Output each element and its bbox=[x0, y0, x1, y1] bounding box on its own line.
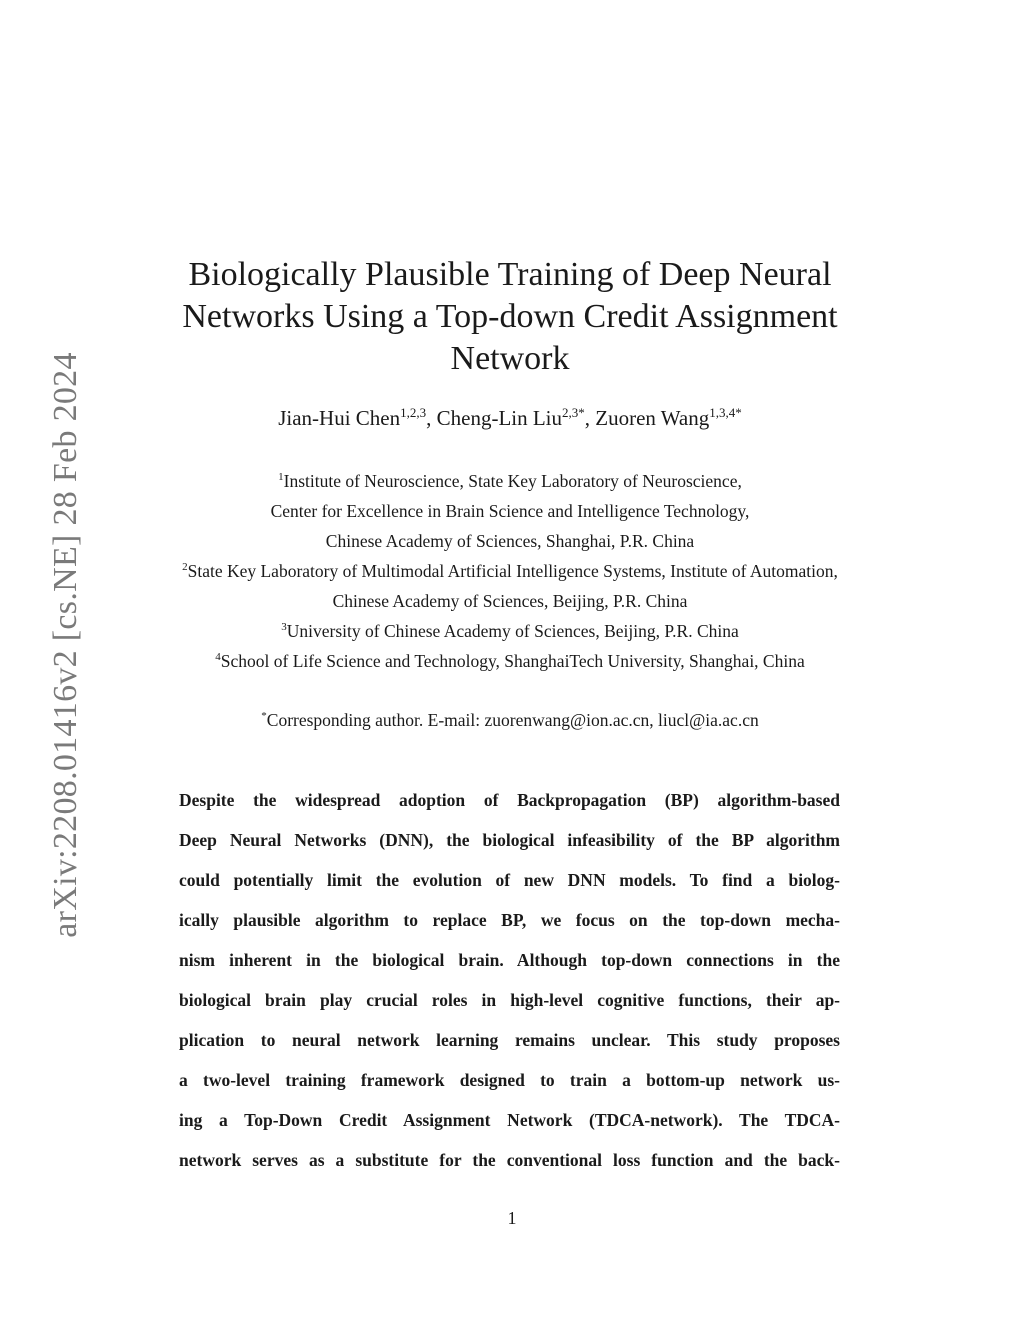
affiliation-text: Chinese Academy of Sciences, Shanghai, P.R. China bbox=[325, 531, 695, 551]
affiliation-line bbox=[60, 646, 960, 676]
author-affiliation-marker: 1,2,3 bbox=[400, 405, 427, 420]
abstract-line: Deep Neural Networks (DNN), the biological infeasibility of the BP algorithm bbox=[179, 830, 840, 850]
corresponding-text: Corresponding author. E-mail: zuorenwang@ion.ac.cn, liucl@ia.ac.cn bbox=[266, 710, 759, 730]
affiliation-text: University of Chinese Academy of Sciences, Beijing, P.R. China bbox=[286, 621, 739, 641]
page-number: 1 bbox=[507, 1208, 517, 1228]
author-affiliation-marker: 2,3* bbox=[562, 405, 585, 420]
abstract-line: network serves as a substitute for the conventional loss function and the back- bbox=[179, 1150, 840, 1170]
affiliation-line bbox=[60, 556, 960, 586]
affiliation-line bbox=[60, 496, 960, 526]
affiliation-marker: 1 bbox=[278, 471, 284, 483]
affiliation-text: Center for Excellence in Brain Science and Intelligence Technology, bbox=[270, 501, 750, 521]
author-separator: , bbox=[584, 406, 596, 430]
abstract-line: ing a Top-Down Credit Assignment Network (TDCA-network). The TDCA- bbox=[179, 1110, 840, 1130]
abstract-line: ically plausible algorithm to replace BP, we focus on the top-down mecha- bbox=[179, 910, 840, 930]
abstract-line: Despite the widespread adoption of Backpropagation (BP) algorithm-based bbox=[179, 790, 840, 810]
affiliation-marker: 4 bbox=[215, 651, 221, 663]
abstract-line: could potentially limit the evolution of new DNN models. To find a biolog- bbox=[179, 870, 840, 890]
affiliation-text: School of Life Science and Technology, ShanghaiTech University, Shanghai, China bbox=[220, 651, 805, 671]
affiliation-line bbox=[60, 616, 960, 646]
corresponding-author-note bbox=[100, 706, 920, 734]
affiliation-line bbox=[60, 466, 960, 496]
paper-title bbox=[120, 254, 900, 380]
author-list bbox=[100, 404, 920, 432]
title-line: Network bbox=[450, 340, 570, 377]
affiliation-block bbox=[60, 466, 960, 676]
abstract-line: nism inherent in the biological brain. Although top-down connections in the bbox=[179, 950, 840, 970]
author-affiliation-marker: 1,3,4* bbox=[709, 405, 742, 420]
affiliation-text: State Key Laboratory of Multimodal Artificial Intelligence Systems, Institute of Automation, bbox=[187, 561, 838, 581]
affiliation-line bbox=[60, 586, 960, 616]
author-name: Cheng-Lin Liu bbox=[436, 406, 563, 430]
affiliation-text: Chinese Academy of Sciences, Beijing, P.R. China bbox=[332, 591, 688, 611]
author-name: Zuoren Wang bbox=[595, 406, 710, 430]
arxiv-identifier-stamp: arXiv:2208.01416v2 [cs.NE] 28 Feb 2024 bbox=[47, 352, 84, 938]
corresponding-marker: * bbox=[261, 710, 267, 722]
affiliation-marker: 3 bbox=[281, 621, 287, 633]
title-line: Biologically Plausible Training of Deep Neural bbox=[188, 256, 832, 293]
affiliation-line bbox=[60, 526, 960, 556]
affiliation-marker: 2 bbox=[182, 561, 188, 573]
title-line: Networks Using a Top-down Credit Assignment bbox=[182, 298, 838, 335]
author-separator: , bbox=[426, 406, 437, 430]
abstract-line: a two-level training framework designed to train a bottom-up network us- bbox=[179, 1070, 840, 1090]
abstract-line: plication to neural network learning remains unclear. This study proposes bbox=[179, 1030, 840, 1050]
author-name: Jian-Hui Chen bbox=[278, 406, 401, 430]
abstract-line: biological brain play crucial roles in high-level cognitive functions, their ap- bbox=[179, 990, 840, 1010]
affiliation-text: Institute of Neuroscience, State Key Laboratory of Neuroscience, bbox=[283, 471, 742, 491]
abstract bbox=[179, 780, 840, 1180]
